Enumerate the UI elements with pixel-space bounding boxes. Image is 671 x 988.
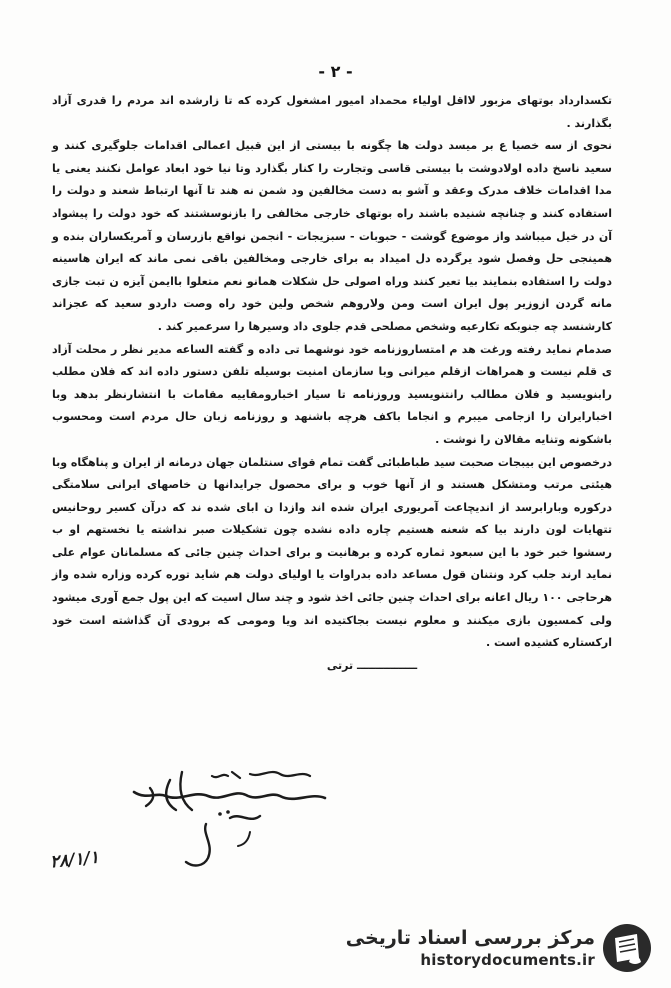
paragraph-2: نحوی از سه خصیا ع بر میسد دولت ها چگونه با بیستی از این قبیل اعمالی اقدامات جلوگیری کنند و سعید ناسخ داده اولادوشت با بیستی قاسی وتجارت را کنار بگذارد وتا نیا خود ابعاد عوامل نکنند یعنی یا مدا اقدامات خلاف مدرک وعقد و آشو به دست مخالفین ود شمن نه هند تا آنها ارتباط شعند و دولت را استفاده کنند و چنانچه شنیده باشند راه بوتهای خارجی مخالفی را بازنوسشتند که خود دولت را پیشواد آن در خیل میباشد واز موضوع گوشت - حبوبات - سبزیجات - انجمن نواقع بازرسان و آمریکساران بنده و همینجی حل وفصل شود یرگرده دل امیداد به برای خارجی ومخالفین باقی نمی ماند که ایران هاسینه دولت را استفاده بنمایند بیا تعیر کنند وراه اصولی حل شکلات همانو نعم متعلوا باایمن آیزه ن تبت جازی مانه گردن ازوزیر پول ایران است ومن ولاروهم شخص ولین خود راه وصت داردو سعید که عجزاند کارشنسد چه جنوبکه تکارعیه وشخص مصلحی قدم جلوی داد وسیرها را سرعمیر کند . — [52, 139, 612, 333]
handwritten-signature — [110, 762, 340, 882]
paragraph-1: تکسدارداد بوتهای مزبور لااقل اولیاء محمداد امیور امشغول کرده که تا زارشده اند مردم را قدری آزاد بگذارند . — [52, 94, 612, 130]
date-stamp: ۲۸/۱/۱ — [49, 847, 100, 873]
document-body — [52, 90, 612, 677]
watermark-url: historydocuments.ir — [420, 951, 595, 969]
paragraph-3: صدمام نماید رفته ورغت هد م امتساروزنامه خود نوشهما تی داده و گفته الساعه مدیر نظر ر محلت آزاد ی قلم نیست و همراهات ازقلم میرانی وبا سازمان امنیت بوسیله تلفن دستور داده اند که فلان مطلب رابنویسید و فلان مطالب رانتنویسید وروزنامه تا سیار اخبارومقاییه مقامات با انتشارنظر بدهد وبا اخبارایران را ازجامی میبرم و انجاما باکف هرچه باشنهد و روزنامه زبان حال مردم است ومحسوب باشکونه وتنایه مقالان را نوشت . — [52, 342, 612, 446]
book-scroll-icon — [601, 922, 653, 974]
watermark-title: مرکز بررسی اسناد تاریخی — [345, 927, 595, 949]
archive-watermark — [346, 920, 653, 976]
page-number: - ۲ - — [318, 62, 353, 81]
watermark-text — [346, 926, 595, 970]
closing-mark: ــــــــــــــــ ترتی — [326, 658, 418, 672]
paragraph-4: درخصوص این بیبجات صحبت سید طباطبائی گفت تمام قوای سنتلمان جهان درمانه از ایران و پناهگاه وبا هیئتی مرتب ومتشکل هستند و از آنها خوب و برای محصول جرایدانها ن خاصهای ایرانی سلامتگی درکوره وبارابرسد از اندیچاعت آمریوری ایران شده اند وازدا ن ابای شده ند که درآن کسیر روحانیس تتهایات لون دارند بیا که شعنه هستیم چاره داده نشده چون تشکیلات صبر نداشته یا نخستهم او ب رسشوا خبر خود با این سبعود ثماره کرده و برهانیت و برای احداث چنین جائی که مسلمانان عوام علی نماید ارند جلب کرد ونتنان قول مساعد داده بدراوات یا اولیای دولت هم شاید توره کرده وزاره شده واز هرحاجی ۱۰۰ ریال اعانه برای احداث چنین جائی اخذ شود و چند سال اسیت که این پول جمع آوری میشود ولی کمسیون بازی میکنند و معلوم نیست بجاکتیده اند ویا ومومی که برودی آن گذاشته است خود ارکستاره کشیده است . — [52, 455, 612, 650]
signature-scribble — [110, 762, 340, 882]
